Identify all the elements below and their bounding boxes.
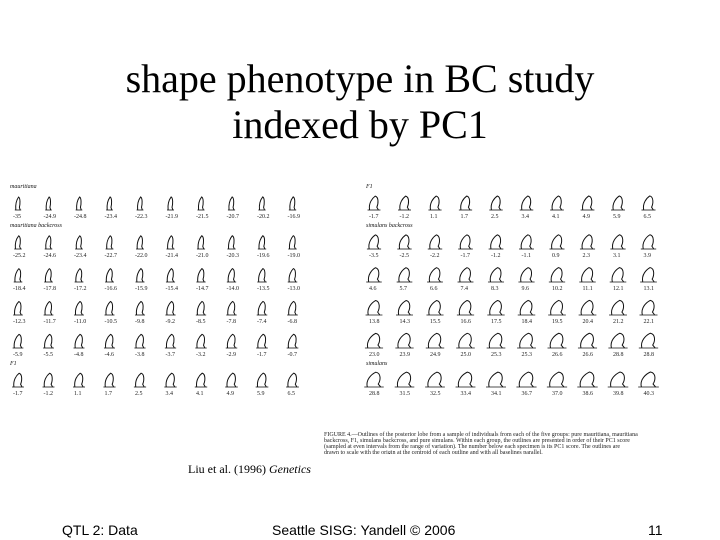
figure-legend-line: FIGURE 4.—Outlines of the posterior lobe from a sample of individuals from each of the five groups: pure mauritiana, mauritiana bbox=[324, 432, 638, 438]
left-specimen-outline bbox=[136, 373, 145, 387]
left-specimen-outline bbox=[289, 236, 295, 249]
left-pc1-score: -24.9 bbox=[43, 214, 56, 220]
left-pc1-score: 5.9 bbox=[257, 391, 265, 397]
left-specimen-outline bbox=[75, 334, 83, 348]
right-pc1-score: 39.8 bbox=[613, 391, 624, 397]
right-specimen-outline bbox=[398, 301, 410, 315]
left-specimen-outline bbox=[228, 269, 235, 282]
left-specimen-outline bbox=[107, 197, 112, 210]
shape-phenotype-figure bbox=[8, 182, 712, 454]
left-pc1-score: -16.9 bbox=[287, 214, 300, 220]
right-pc1-score: 3.9 bbox=[643, 253, 651, 259]
left-specimen-outline bbox=[167, 301, 174, 315]
citation-authors: Liu et al. (1996) bbox=[188, 462, 269, 476]
right-specimen-outline bbox=[611, 333, 625, 348]
left-pc1-score: 6.5 bbox=[287, 391, 295, 397]
right-specimen-outline bbox=[429, 268, 440, 282]
right-pc1-score: 36.7 bbox=[521, 391, 532, 397]
left-pc1-score: -20.2 bbox=[257, 214, 270, 220]
left-pc1-score: -13.0 bbox=[287, 286, 300, 292]
left-pc1-score: -12.3 bbox=[13, 319, 26, 325]
left-pc1-score: -11.7 bbox=[43, 319, 56, 325]
left-specimen-outline bbox=[16, 197, 21, 210]
right-pc1-score: 2.5 bbox=[491, 214, 499, 220]
right-specimen-outline bbox=[520, 333, 533, 348]
right-specimen-outline bbox=[522, 196, 532, 210]
left-specimen-outline bbox=[229, 236, 235, 249]
left-pc1-score: -1.7 bbox=[257, 352, 267, 358]
right-pc1-score: -1.2 bbox=[491, 253, 501, 259]
right-pc1-score: -1.2 bbox=[399, 214, 409, 220]
left-pc1-score: -14.7 bbox=[196, 286, 209, 292]
right-pc1-score: 34.1 bbox=[491, 391, 502, 397]
right-specimen-outline bbox=[612, 268, 624, 282]
slide-title bbox=[0, 56, 720, 148]
right-pc1-score: 2.3 bbox=[582, 253, 590, 259]
left-pc1-score: -0.7 bbox=[287, 352, 297, 358]
left-group-label: mauritiana backcross bbox=[10, 223, 62, 229]
right-pc1-score: 28.8 bbox=[369, 391, 380, 397]
right-specimen-outline bbox=[581, 300, 594, 315]
slide-title-line-1: shape phenotype in BC study bbox=[125, 56, 595, 101]
left-specimen-outline bbox=[198, 236, 204, 249]
right-pc1-score: 25.0 bbox=[460, 352, 471, 358]
left-pc1-score: -3.2 bbox=[196, 352, 206, 358]
left-specimen-outline bbox=[290, 197, 295, 210]
left-group-label: F1 bbox=[10, 361, 17, 367]
left-pc1-score: -20.7 bbox=[226, 214, 239, 220]
left-pc1-score: -15.4 bbox=[165, 286, 178, 292]
left-pc1-score: -17.8 bbox=[43, 286, 56, 292]
right-specimen-outline bbox=[491, 235, 501, 249]
left-specimen-outline bbox=[15, 236, 20, 249]
right-specimen-outline bbox=[521, 235, 531, 249]
right-specimen-outline bbox=[368, 268, 379, 282]
right-specimen-outline bbox=[489, 333, 502, 348]
left-specimen-outline bbox=[197, 301, 204, 315]
left-specimen-outline bbox=[14, 334, 22, 348]
figure-legend-line: (sampled at even intervals from the range of variation). The number below each specimen is its PC1 score. The outlines are bbox=[324, 444, 621, 450]
right-pc1-score: 14.3 bbox=[399, 319, 410, 325]
right-pc1-score: 38.6 bbox=[582, 391, 593, 397]
right-pc1-score: -2.5 bbox=[399, 253, 409, 259]
right-pc1-score: 28.8 bbox=[613, 352, 624, 358]
right-pc1-score: 13.8 bbox=[369, 319, 380, 325]
right-pc1-score: 5.7 bbox=[399, 286, 407, 292]
right-specimen-outline bbox=[552, 196, 562, 210]
right-pc1-score: -3.5 bbox=[369, 253, 379, 259]
right-specimen-outline bbox=[430, 235, 440, 249]
left-pc1-score: -21.5 bbox=[196, 214, 209, 220]
left-pc1-score: -24.8 bbox=[74, 214, 87, 220]
right-pc1-score: 26.6 bbox=[552, 352, 563, 358]
right-group-label: simulans backcross bbox=[366, 223, 413, 229]
right-pc1-score: 4.9 bbox=[582, 214, 590, 220]
right-specimen-outline bbox=[367, 372, 381, 387]
left-specimen-outline bbox=[289, 269, 296, 282]
left-pc1-score: -21.4 bbox=[165, 253, 178, 259]
left-pc1-score: -4.8 bbox=[74, 352, 84, 358]
left-pc1-score: -10.5 bbox=[104, 319, 117, 325]
left-specimen-outline bbox=[46, 236, 51, 249]
left-specimen-outline bbox=[168, 236, 174, 249]
right-specimen-outline bbox=[642, 268, 654, 282]
left-pc1-score: -19.0 bbox=[287, 253, 300, 259]
right-specimen-outline bbox=[397, 372, 411, 387]
right-pc1-score: 11.1 bbox=[582, 286, 593, 292]
left-specimen-outline bbox=[46, 197, 51, 210]
left-specimen-outline bbox=[76, 236, 81, 249]
right-specimen-outline bbox=[642, 300, 655, 315]
left-pc1-score: -5.5 bbox=[43, 352, 53, 358]
right-specimen-outline bbox=[580, 372, 594, 387]
right-specimen-outline bbox=[400, 196, 409, 210]
right-group-label: F1 bbox=[366, 184, 373, 190]
left-specimen-outline bbox=[259, 197, 264, 210]
right-pc1-score: -1.7 bbox=[369, 214, 379, 220]
figure-legend-line: backcross, F1, simulans backcross, and pure simulans. Within each group, the outlines are presented in order of their PC1 score bbox=[324, 438, 630, 444]
right-specimen-outline bbox=[643, 235, 654, 249]
right-pc1-score: 20.4 bbox=[582, 319, 593, 325]
left-specimen-outline bbox=[45, 302, 52, 315]
left-specimen-outline bbox=[75, 373, 83, 387]
right-pc1-score: 24.9 bbox=[430, 352, 441, 358]
right-pc1-score: 3.4 bbox=[521, 214, 529, 220]
right-pc1-score: 6.5 bbox=[643, 214, 651, 220]
right-pc1-score: 3.1 bbox=[613, 253, 621, 259]
right-specimen-outline bbox=[459, 333, 472, 348]
left-specimen-outline bbox=[15, 302, 22, 315]
left-pc1-score: -23.4 bbox=[74, 253, 87, 259]
right-specimen-outline bbox=[458, 372, 472, 387]
right-specimen-outline bbox=[459, 300, 471, 315]
right-pc1-score: 40.3 bbox=[643, 391, 654, 397]
right-specimen-outline bbox=[369, 196, 378, 210]
right-pc1-score: 5.9 bbox=[613, 214, 621, 220]
right-pc1-score: 25.3 bbox=[491, 352, 502, 358]
figure-canvas bbox=[8, 182, 712, 454]
right-specimen-outline bbox=[550, 372, 564, 387]
left-specimen-outline bbox=[14, 373, 22, 387]
left-pc1-score: -19.6 bbox=[257, 253, 270, 259]
left-specimen-outline bbox=[136, 334, 144, 348]
right-specimen-outline bbox=[520, 300, 532, 315]
right-pc1-score: 18.4 bbox=[521, 319, 532, 325]
right-pc1-score: 16.6 bbox=[460, 319, 471, 325]
right-pc1-score: 15.5 bbox=[430, 319, 441, 325]
right-specimen-outline bbox=[398, 333, 411, 348]
left-specimen-outline bbox=[288, 373, 297, 387]
left-pc1-score: -24.6 bbox=[43, 253, 56, 259]
left-specimen-outline bbox=[258, 301, 265, 315]
right-specimen-outline bbox=[582, 235, 593, 249]
left-specimen-outline bbox=[227, 334, 235, 348]
right-specimen-outline bbox=[490, 268, 501, 282]
right-pc1-score: 0.9 bbox=[552, 253, 560, 259]
right-pc1-score: 22.1 bbox=[643, 319, 654, 325]
right-specimen-outline bbox=[368, 301, 380, 315]
left-specimen-outline bbox=[197, 373, 206, 387]
left-pc1-score: -22.3 bbox=[135, 214, 148, 220]
right-specimen-outline bbox=[460, 268, 471, 282]
left-pc1-score: -21.9 bbox=[165, 214, 178, 220]
right-pc1-score: -2.2 bbox=[430, 253, 440, 259]
left-specimen-outline bbox=[259, 236, 265, 249]
right-group-label: simulans bbox=[366, 361, 388, 367]
right-pc1-score: -1.1 bbox=[521, 253, 531, 259]
right-pc1-score: 8.3 bbox=[491, 286, 499, 292]
right-specimen-outline bbox=[612, 300, 625, 315]
figure-citation bbox=[188, 462, 311, 477]
left-specimen-outline bbox=[198, 269, 204, 282]
left-pc1-score: -5.9 bbox=[13, 352, 23, 358]
left-pc1-score: 1.1 bbox=[74, 391, 82, 397]
left-specimen-outline bbox=[257, 373, 266, 387]
right-specimen-outline bbox=[641, 372, 656, 387]
right-pc1-score: 13.1 bbox=[643, 286, 654, 292]
right-specimen-outline bbox=[430, 196, 439, 210]
right-specimen-outline bbox=[612, 235, 623, 249]
right-specimen-outline bbox=[460, 235, 470, 249]
left-specimen-outline bbox=[15, 269, 21, 282]
left-pc1-score: -22.7 bbox=[104, 253, 117, 259]
right-pc1-score: 1.1 bbox=[430, 214, 438, 220]
right-pc1-score: -1.7 bbox=[460, 253, 470, 259]
left-specimen-outline bbox=[227, 373, 236, 387]
right-pc1-score: 1.7 bbox=[460, 214, 468, 220]
left-specimen-outline bbox=[228, 301, 235, 315]
left-specimen-outline bbox=[198, 197, 203, 210]
right-pc1-score: 23.0 bbox=[369, 352, 380, 358]
left-specimen-outline bbox=[105, 373, 114, 387]
right-pc1-score: 12.1 bbox=[613, 286, 624, 292]
left-specimen-outline bbox=[106, 334, 114, 348]
citation-journal: Genetics bbox=[268, 462, 311, 476]
left-pc1-score: -16.6 bbox=[104, 286, 117, 292]
right-pc1-score: 33.4 bbox=[460, 391, 471, 397]
left-pc1-score: 4.9 bbox=[226, 391, 234, 397]
right-pc1-score: 9.6 bbox=[521, 286, 529, 292]
left-specimen-outline bbox=[106, 302, 113, 315]
right-pc1-score: 28.8 bbox=[643, 352, 654, 358]
left-pc1-score: -20.3 bbox=[226, 253, 239, 259]
right-pc1-score: 17.5 bbox=[491, 319, 502, 325]
right-specimen-outline bbox=[583, 196, 593, 210]
left-specimen-outline bbox=[137, 269, 143, 282]
left-specimen-outline bbox=[167, 269, 173, 282]
right-specimen-outline bbox=[399, 268, 410, 282]
right-specimen-outline bbox=[550, 333, 563, 348]
left-pc1-score: -6.8 bbox=[287, 319, 297, 325]
footer-venue: Seattle SISG: Yandell © 2006 bbox=[272, 522, 456, 538]
right-pc1-score: 25.3 bbox=[521, 352, 532, 358]
right-pc1-score: 4.6 bbox=[369, 286, 377, 292]
right-specimen-outline bbox=[519, 372, 533, 387]
slide-title-line-2: indexed by PC1 bbox=[232, 102, 488, 147]
right-specimen-outline bbox=[643, 196, 653, 210]
right-pc1-score: 37.0 bbox=[552, 391, 563, 397]
left-specimen-outline bbox=[166, 334, 174, 348]
right-specimen-outline bbox=[642, 333, 656, 348]
right-pc1-score: 21.2 bbox=[613, 319, 624, 325]
left-specimen-outline bbox=[229, 197, 234, 210]
footer-course: QTL 2: Data bbox=[62, 522, 138, 538]
left-specimen-outline bbox=[137, 236, 143, 249]
right-specimen-outline bbox=[551, 268, 562, 282]
left-specimen-outline bbox=[138, 197, 143, 210]
right-specimen-outline bbox=[552, 235, 563, 249]
left-specimen-outline bbox=[75, 302, 82, 315]
left-pc1-score: -7.8 bbox=[226, 319, 236, 325]
left-specimen-outline bbox=[106, 269, 112, 282]
left-pc1-score: 3.4 bbox=[165, 391, 173, 397]
right-pc1-score: 31.5 bbox=[399, 391, 410, 397]
left-pc1-score: -3.7 bbox=[165, 352, 175, 358]
right-specimen-outline bbox=[429, 301, 441, 315]
left-pc1-score: -4.6 bbox=[104, 352, 114, 358]
right-specimen-outline bbox=[369, 235, 379, 249]
figure-legend-line: drawn to scale with the origin at the centroid of each outline and with all baselines parallel. bbox=[324, 450, 543, 454]
left-pc1-score: -3.8 bbox=[135, 352, 145, 358]
left-pc1-score: -1.7 bbox=[13, 391, 23, 397]
right-pc1-score: 26.6 bbox=[582, 352, 593, 358]
left-specimen-outline bbox=[44, 373, 52, 387]
left-specimen-outline bbox=[259, 269, 266, 282]
left-pc1-score: -35 bbox=[13, 214, 21, 220]
left-pc1-score: 1.7 bbox=[104, 391, 112, 397]
right-specimen-outline bbox=[428, 372, 442, 387]
left-specimen-outline bbox=[289, 301, 296, 315]
right-pc1-score: 10.2 bbox=[552, 286, 563, 292]
left-pc1-score: -17.2 bbox=[74, 286, 87, 292]
right-specimen-outline bbox=[489, 372, 503, 387]
left-pc1-score: -7.4 bbox=[257, 319, 267, 325]
right-pc1-score: 19.5 bbox=[552, 319, 563, 325]
left-specimen-outline bbox=[76, 269, 82, 282]
right-specimen-outline bbox=[399, 235, 409, 249]
left-specimen-outline bbox=[107, 236, 112, 249]
left-pc1-score: -15.9 bbox=[135, 286, 148, 292]
right-specimen-outline bbox=[491, 196, 500, 210]
left-pc1-score: -13.5 bbox=[257, 286, 270, 292]
right-pc1-score: 4.1 bbox=[552, 214, 560, 220]
right-specimen-outline bbox=[521, 268, 532, 282]
left-pc1-score: 4.1 bbox=[196, 391, 204, 397]
left-pc1-score: -25.2 bbox=[13, 253, 26, 259]
left-specimen-outline bbox=[136, 301, 143, 315]
right-specimen-outline bbox=[611, 372, 625, 387]
left-pc1-score: -8.5 bbox=[196, 319, 206, 325]
left-specimen-outline bbox=[258, 334, 266, 348]
left-pc1-score: -22.0 bbox=[135, 253, 148, 259]
left-pc1-score: -23.4 bbox=[104, 214, 117, 220]
right-specimen-outline bbox=[428, 333, 441, 348]
right-pc1-score: 7.4 bbox=[460, 286, 468, 292]
left-pc1-score: -21.0 bbox=[196, 253, 209, 259]
left-pc1-score: -9.8 bbox=[135, 319, 145, 325]
left-specimen-outline bbox=[77, 197, 82, 210]
right-pc1-score: 6.6 bbox=[430, 286, 438, 292]
left-pc1-score: -18.4 bbox=[13, 286, 26, 292]
left-pc1-score: -11.0 bbox=[74, 319, 87, 325]
left-pc1-score: -2.9 bbox=[226, 352, 236, 358]
left-group-label: mauritiana bbox=[10, 184, 37, 190]
right-specimen-outline bbox=[551, 300, 563, 315]
right-specimen-outline bbox=[490, 300, 502, 315]
right-specimen-outline bbox=[461, 196, 470, 210]
left-specimen-outline bbox=[288, 334, 296, 348]
right-specimen-outline bbox=[581, 333, 594, 348]
left-specimen-outline bbox=[45, 269, 51, 282]
right-specimen-outline bbox=[613, 196, 623, 210]
footer-page-number: 11 bbox=[648, 522, 663, 538]
right-pc1-score: 32.5 bbox=[430, 391, 441, 397]
left-pc1-score: -9.2 bbox=[165, 319, 175, 325]
left-specimen-outline bbox=[168, 197, 173, 210]
right-specimen-outline bbox=[367, 333, 380, 348]
left-specimen-outline bbox=[197, 334, 205, 348]
left-specimen-outline bbox=[166, 373, 175, 387]
right-pc1-score: 23.9 bbox=[399, 352, 410, 358]
right-specimen-outline bbox=[582, 268, 594, 282]
left-pc1-score: -1.2 bbox=[43, 391, 53, 397]
left-pc1-score: -14.0 bbox=[226, 286, 239, 292]
left-specimen-outline bbox=[45, 334, 53, 348]
left-pc1-score: 2.5 bbox=[135, 391, 143, 397]
